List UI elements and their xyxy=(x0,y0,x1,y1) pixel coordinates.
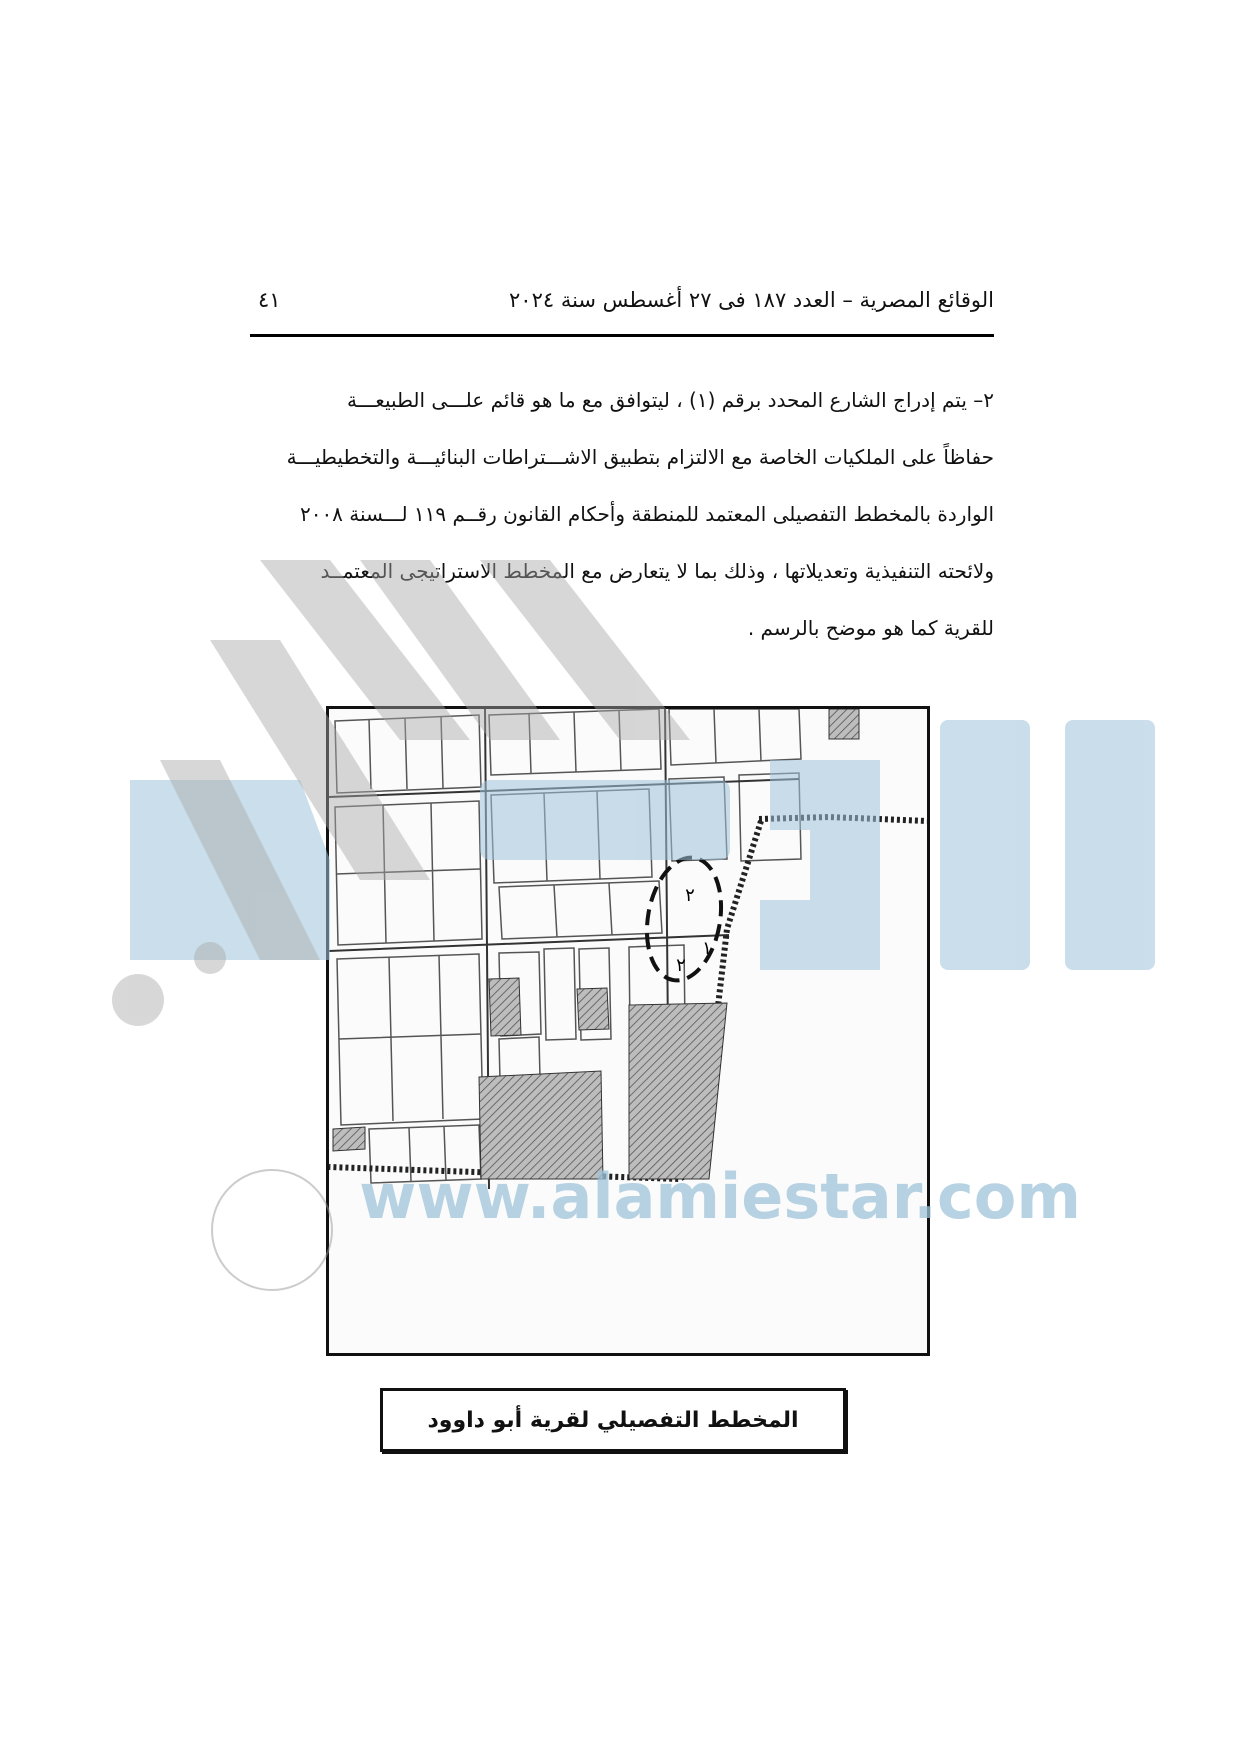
body-line: ٢– يتم إدراج الشارع المحدد برقم (١) ، ليتوافق مع ما هو قائم علـــى الطبيعـــة xyxy=(347,388,994,412)
plan-drawing xyxy=(329,709,927,1353)
map-caption: المخطط التفصيلي لقرية أبو داوود xyxy=(380,1388,846,1452)
boundary-dashed-top xyxy=(759,817,927,821)
page-number: ٤١ xyxy=(258,288,281,312)
seal-icon xyxy=(212,1170,332,1290)
gazette-header-title: الوقائع المصرية – العدد ١٨٧ فى ٢٧ أغسطس سنة ٢٠٢٤ xyxy=(509,288,994,312)
page-header xyxy=(250,282,994,326)
header-divider xyxy=(250,334,994,337)
detailed-plan-map xyxy=(326,706,930,1356)
map-label-2-bottom: ٢ xyxy=(676,955,686,976)
body-line: حفاظاً على الملكيات الخاصة مع الالتزام بتطبيق الاشـــتراطات البنائيـــة والتخطيطيـــة xyxy=(286,445,994,469)
body-line: للقرية كما هو موضح بالرسم . xyxy=(747,616,994,640)
map-label-2-top: ٢ xyxy=(685,885,695,906)
watermark-url: www.alamiestar.com xyxy=(359,1160,1081,1233)
body-line: ولائحته التنفيذية وتعديلاتها ، وذلك بما لا يتعارض مع المخطط الاستراتيجى المعتمــد xyxy=(320,559,994,583)
article-body xyxy=(250,372,994,657)
body-line: الواردة بالمخطط التفصيلى المعتمد للمنطقة وأحكام القانون رقــم ١١٩ لـــسنة ٢٠٠٨ xyxy=(299,502,994,526)
map-label-1: ١ xyxy=(702,938,712,959)
